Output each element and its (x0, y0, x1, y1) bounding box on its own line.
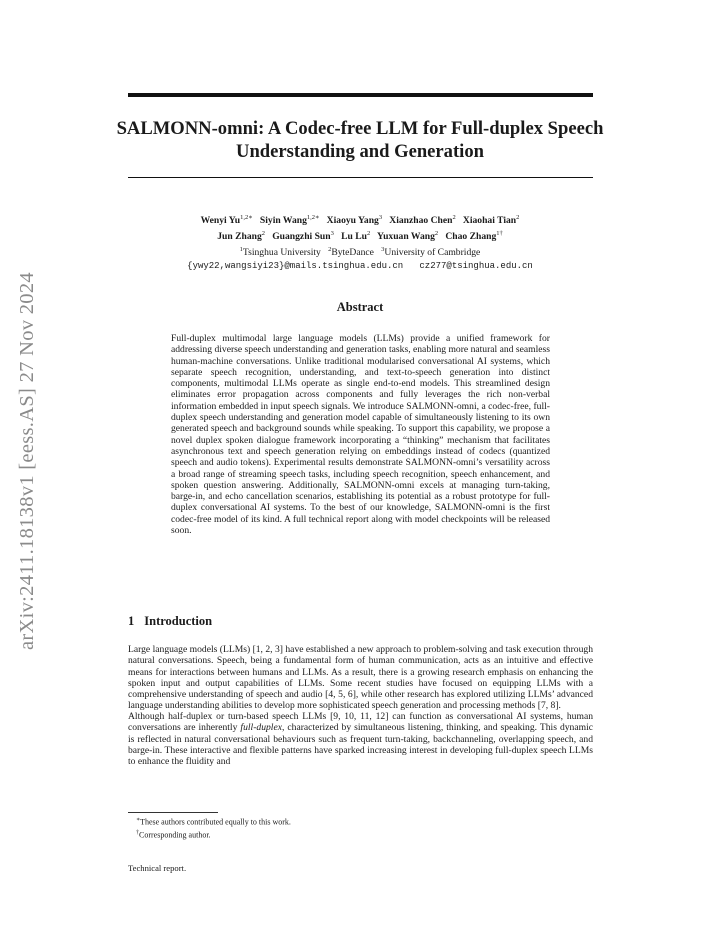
section-heading (128, 614, 212, 629)
section-number: 1 (128, 614, 135, 628)
author: Xiaoyu Yang$^3$ (326, 214, 383, 227)
footnotes (136, 815, 291, 841)
author: Wenyi $Yu^{1,2∗}$ (200, 214, 253, 227)
author-line-2 (110, 227, 610, 243)
author-line-1 (110, 211, 610, 227)
footnote: ∗These authors contributed equally to this work. (136, 817, 291, 827)
title-top-rule (128, 93, 593, 97)
author: Xiaohai Tian$^2$ (462, 214, 520, 227)
footnote-rule (128, 812, 218, 813)
section-title: Introduction (144, 614, 213, 628)
author-block (110, 211, 610, 273)
title-bottom-rule (128, 177, 593, 178)
abstract-heading: Abstract (336, 300, 384, 314)
paper-title: SALMONN-omni: A Codec-free LLM for Full-duplex Speech Understanding and Generation (116, 118, 604, 162)
author-emails: {ywy22,wangsiyi23}@mails.tsinghua.edu.cn cz277@tsinghua.edu.cn (187, 260, 533, 271)
author: Chao Zhang$^{1\dagger}$ (445, 230, 503, 243)
author: Siyin Wang$^{1,2∗}$ (259, 214, 320, 227)
author: Lu Lu$^2$ (341, 230, 371, 243)
arxiv-identifier: arXiv:2411.18138v1 [eess.AS] 27 Nov 2024 (16, 272, 38, 650)
author: Jun Zhang$^2$ (217, 230, 265, 243)
author: Yuxuan Wang$^2$ (377, 230, 439, 243)
author: Xianzhao Chen$^2$ (389, 214, 456, 227)
author: Guangzhi Sun$^3$ (272, 230, 334, 243)
footnote: †Corresponding author. (136, 830, 211, 840)
intro-paragraph-1: Large language models (LLMs) [1, 2, 3] have established a new approach to problem-solving and task execution through natural conversations. Speech, being a fundamental form of human communication, acts as an intuitive and effective means for interactions between humans and LLMs. As a result, there is a growing research emphasis on enhancing the spoken input and output capabilities of LLMs. Some recent studies have focused on equipping LLMs with a comprehensive understanding of speech and audio [4, 5, 6], while other research has explored utilizing LLMs’ advanced language understanding abilities to develop more sophisticated speech generation and processing methods [7, 8]. (128, 644, 593, 712)
affiliations: $^1$Tsinghua University $^2$ByteDance $^3$University of Cambridge (239, 246, 481, 259)
footer-note: Technical report. (128, 863, 187, 873)
intro-paragraph-2: Although half-duplex or turn-based speech LLMs [9, 10, 11, 12] can function as conversational AI systems, human conversations are inherently full-duplex, characterized by simultaneous listening, thinking, and speaking. This dynamic is reflected in natural conversational behaviours such as frequent turn-taking, backchanneling, overlapping speech, and barge-in. These interactive and flexible patterns have sparked increasing interest in developing full-duplex speech LLMs to enhance the fluidity and (128, 711, 593, 768)
abstract-text: Full-duplex multimodal large language models (LLMs) provide a unified framework for addressing diverse speech understanding and generation tasks, enabling more natural and seamless human-machine conversations. Unlike traditional modularised conversational AI systems, which separate speech recognition, understanding, and text-to-speech generation into distinct components, multimodal LLMs operate as single end-to-end models. This streamlined design eliminates error propagation across components and fully leverages the rich non-verbal information embedded in input speech signals. We introduce SALMONN-omni, a codec-free, full-duplex speech understanding and generation model capable of simultaneously listening to its own generated speech and background sounds while speaking. To support this capability, we propose a novel duplex spoken dialogue framework incorporating a “thinking” mechanism that facilitates asynchronous text and speech generation relying on embeddings instead of codecs (quantized speech and audio tokens). Experimental results demonstrate SALMONN-omni’s versatility across a broad range of streaming speech tasks, including speech recognition, speech enhancement, and spoken question answering. Additionally, SALMONN-omni excels at managing turn-taking, barge-in, and echo cancellation scenarios, establishing its potential as a robust prototype for full-duplex conversational AI systems. To the best of our knowledge, SALMONN-omni is the first codec-free model of its kind. A full technical report along with model checkpoints will be released soon. (171, 333, 550, 537)
